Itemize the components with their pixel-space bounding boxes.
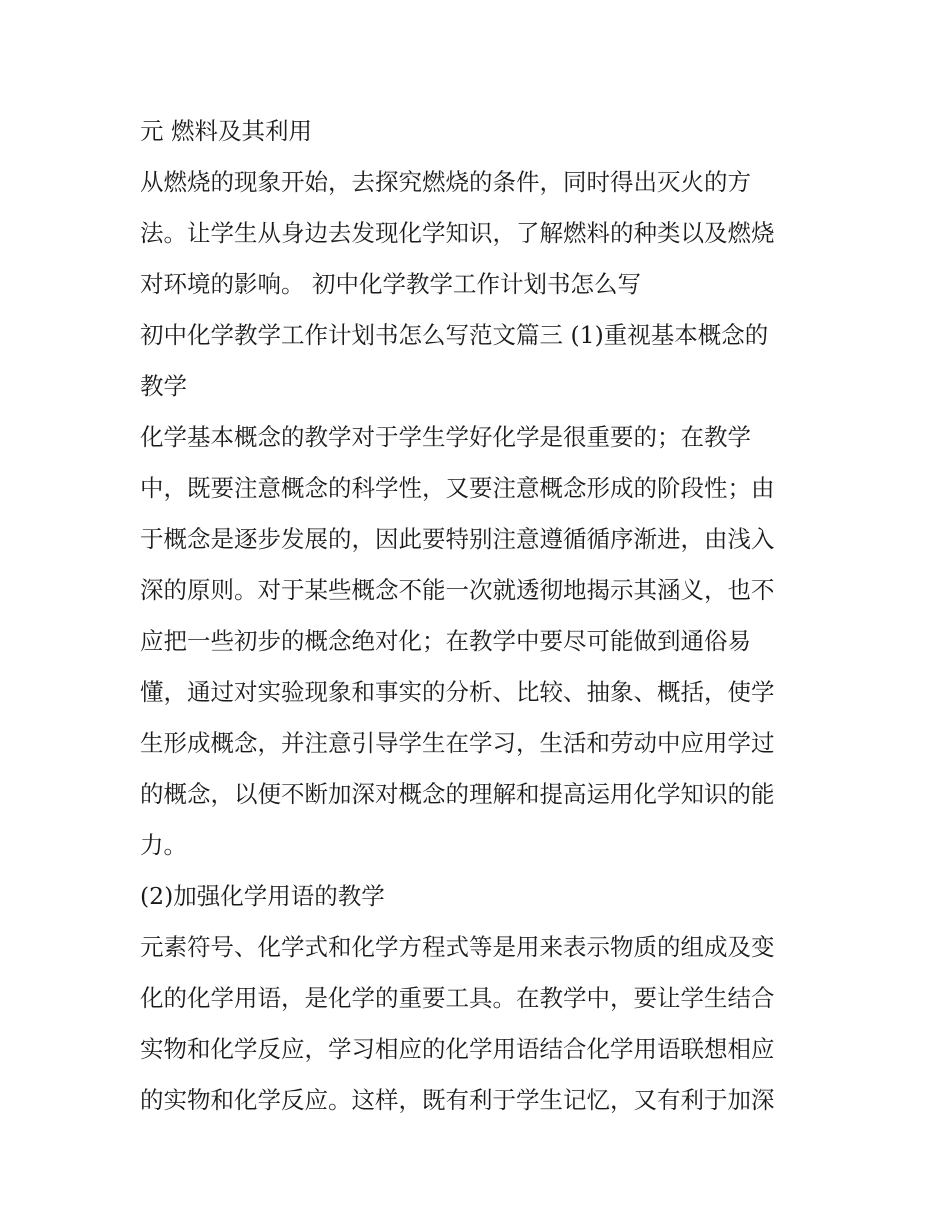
text-line: 教学 [140,372,187,400]
text-line: 的实物和化学反应。这样，既有利于学生记忆，又有利于加深 [140,1086,775,1114]
text-line: (2)加强化学用语的教学 [140,882,385,910]
text-line: 应把一些初步的概念绝对化；在教学中要尽可能做到通俗易 [140,627,751,655]
text-line: 实物和化学反应，学习相应的化学用语结合化学用语联想相应 [140,1035,775,1063]
text-line: 生形成概念，并注意引导学生在学习，生活和劳动中应用学过 [140,729,775,757]
text-line: 化的化学用语，是化学的重要工具。在教学中，要让学生结合 [140,984,775,1012]
text-line: 深的原则。对于某些概念不能一次就透彻地揭示其涵义，也不 [140,576,775,604]
text-line: 懂，通过对实验现象和事实的分析、比较、抽象、概括，使学 [140,678,775,706]
text-line: 中，既要注意概念的科学性，又要注意概念形成的阶段性；由 [140,474,775,502]
text-line: 从燃烧的现象开始，去探究燃烧的条件，同时得出灭火的方 [140,168,751,196]
text-line: 化学基本概念的教学对于学生学好化学是很重要的；在教学 [140,423,751,451]
text-line: 法。让学生从身边去发现化学知识，了解燃料的种类以及燃烧 [140,219,775,247]
text-line: 初中化学教学工作计划书怎么写范文篇三 (1)重视基本概念的 [140,321,769,349]
text-line: 于概念是逐步发展的，因此要特别注意遵循循序渐进，由浅入 [140,525,775,553]
text-line: 的概念，以便不断加深对概念的理解和提高运用化学知识的能 [140,780,775,808]
text-line: 元素符号、化学式和化学方程式等是用来表示物质的组成及变 [140,933,775,961]
text-line: 对环境的影响。 初中化学教学工作计划书怎么写 [140,270,641,298]
text-line: 力。 [140,831,187,859]
text-line: 元 燃料及其利用 [140,117,312,145]
document-body [140,106,816,1126]
